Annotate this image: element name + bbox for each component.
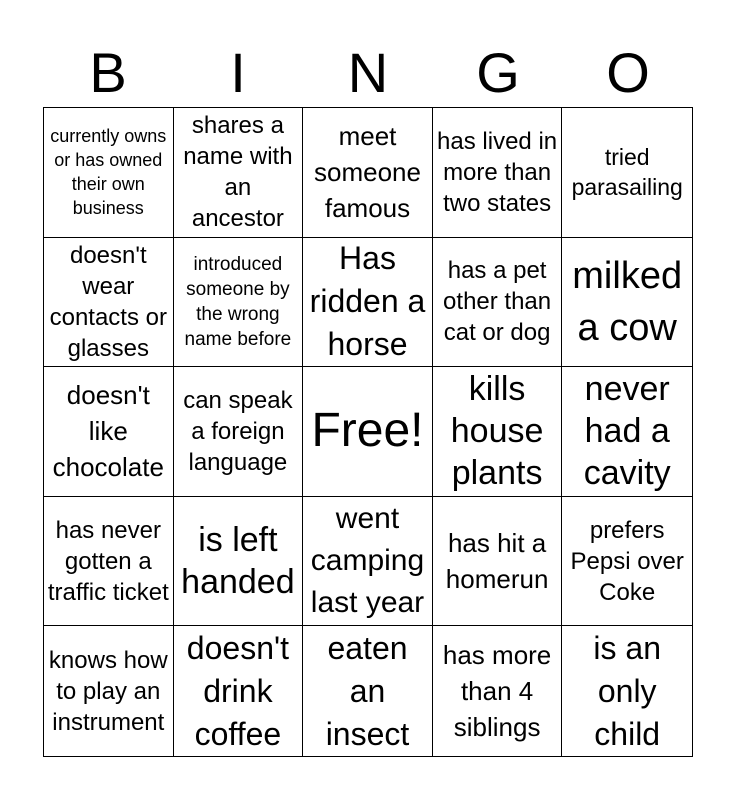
bingo-cell[interactable] — [433, 626, 563, 756]
cell-label: kills house plants — [450, 370, 544, 493]
bingo-cell[interactable] — [562, 367, 692, 497]
cell-label: has hit a homerun — [445, 528, 549, 595]
cell-label: has never gotten a traffic ticket — [47, 516, 169, 606]
bingo-cell[interactable] — [174, 108, 304, 238]
bingo-cell[interactable] — [433, 367, 563, 497]
cell-label: prefers Pepsi over Coke — [570, 516, 684, 606]
cell-label: Has ridden a horse — [309, 240, 426, 363]
bingo-cell[interactable] — [44, 108, 174, 238]
bingo-cell[interactable] — [174, 238, 304, 368]
bingo-cell[interactable] — [174, 497, 304, 627]
bingo-cell[interactable] — [303, 497, 433, 627]
bingo-cell[interactable] — [562, 626, 692, 756]
cell-label: has more than 4 siblings — [442, 640, 552, 743]
cell-label: can speak a foreign language — [183, 386, 293, 476]
bingo-cell[interactable] — [174, 626, 304, 756]
bingo-cell[interactable] — [433, 238, 563, 368]
bingo-cell[interactable] — [44, 367, 174, 497]
cell-label: milked a cow — [572, 254, 683, 349]
bingo-header — [43, 40, 693, 106]
cell-label: meet someone famous — [314, 121, 421, 224]
bingo-cell[interactable] — [44, 626, 174, 756]
bingo-cell[interactable] — [44, 238, 174, 368]
cell-label: Free! — [311, 404, 424, 458]
bingo-cell[interactable] — [303, 238, 433, 368]
bingo-cell[interactable] — [303, 108, 433, 238]
bingo-cell[interactable] — [174, 367, 304, 497]
header-letter-g: G — [476, 41, 520, 104]
bingo-cell[interactable] — [44, 497, 174, 627]
header-letter-b: B — [89, 41, 127, 104]
bingo-cell[interactable] — [303, 626, 433, 756]
cell-label: doesn't like chocolate — [52, 380, 164, 483]
cell-label: has lived in more than two states — [437, 127, 558, 217]
cell-label: doesn't wear contacts or glasses — [49, 241, 167, 362]
cell-label: has a pet other than cat or dog — [443, 257, 552, 347]
header-letter-i: I — [230, 41, 246, 104]
bingo-cell[interactable] — [562, 238, 692, 368]
cell-label: currently owns or has owned their own business — [50, 126, 167, 219]
cell-label: eaten an insect — [325, 629, 410, 752]
bingo-cell-free[interactable] — [303, 367, 433, 497]
cell-label: is an only child — [593, 629, 661, 752]
bingo-board — [43, 107, 693, 757]
header-letter-o: O — [606, 41, 650, 104]
bingo-cell[interactable] — [562, 497, 692, 627]
cell-label: doesn't drink coffee — [186, 629, 289, 752]
header-letter-n: N — [347, 41, 389, 104]
cell-label: is left handed — [181, 521, 295, 602]
bingo-cell[interactable] — [433, 497, 563, 627]
cell-label: introduced someone by the wrong name before — [184, 253, 292, 350]
bingo-cell[interactable] — [562, 108, 692, 238]
cell-label: shares a name with an ancestor — [183, 112, 293, 233]
cell-label: knows how to play an instrument — [48, 646, 168, 736]
cell-label: never had a cavity — [583, 370, 671, 493]
cell-label: went camping last year — [310, 502, 425, 620]
bingo-cell[interactable] — [433, 108, 563, 238]
cell-label: tried parasailing — [571, 144, 683, 201]
